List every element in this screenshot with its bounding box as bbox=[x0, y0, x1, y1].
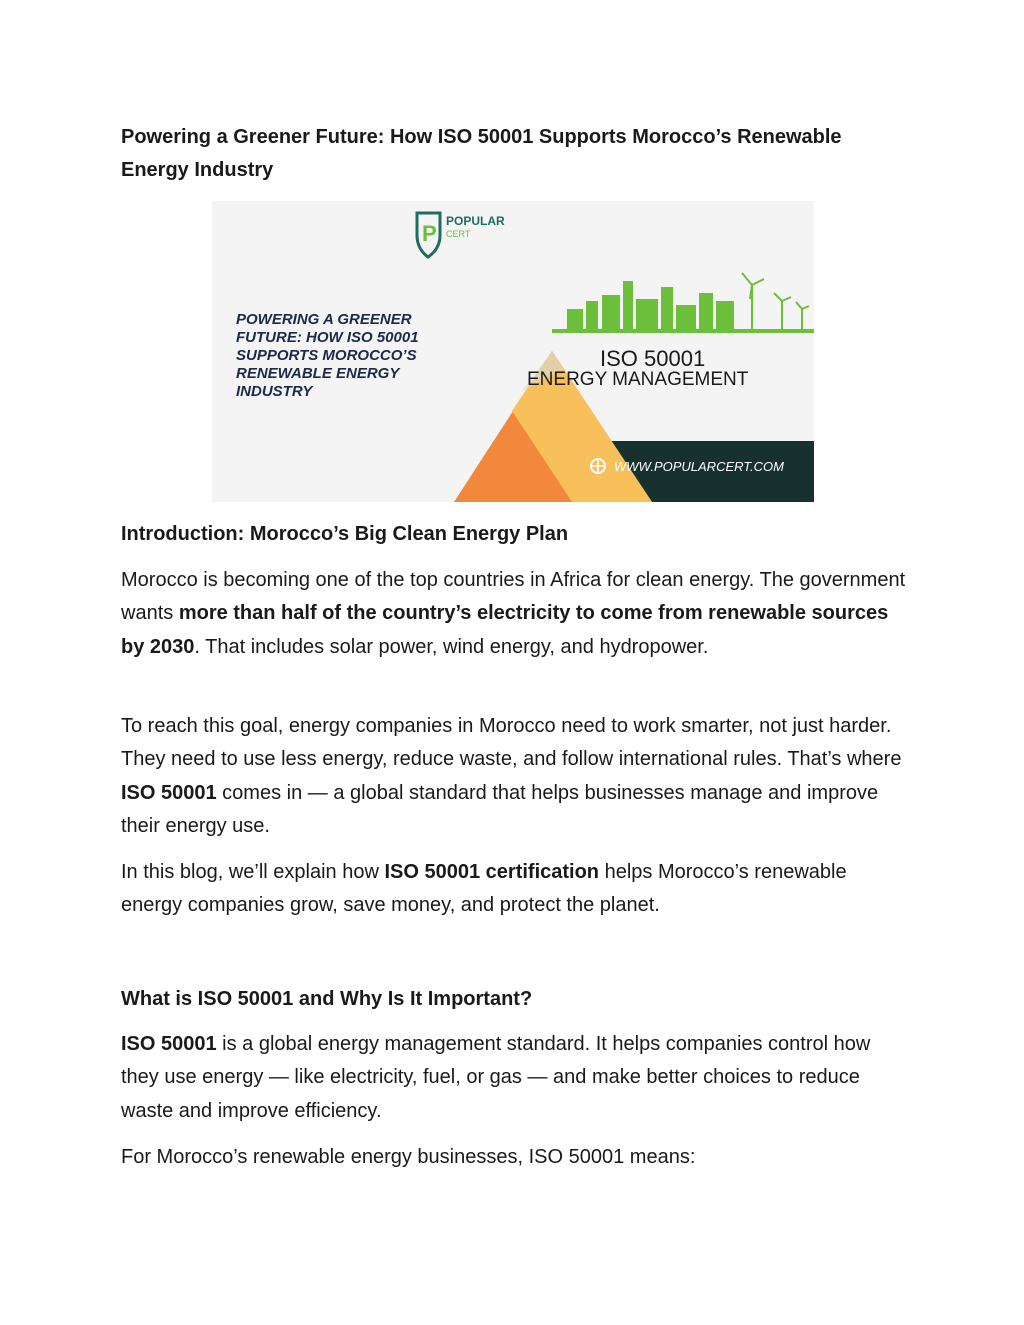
logo-line1: POPULAR bbox=[446, 214, 505, 228]
what-paragraph-2: For Morocco’s renewable energy businesses, ISO 50001 means: bbox=[121, 1146, 696, 1168]
banner-standard-subtitle: ENERGY MANAGEMENT bbox=[527, 369, 749, 390]
headline-line: FUTURE: HOW ISO 50001 bbox=[236, 329, 419, 346]
intro-paragraph-2: To reach this goal, energy companies in Morocco need to work smarter, not just harder. They need to use less energy, reduce waste, and follow international rules. That’s where ISO 50001 comes in — a global standard that helps businesses manage and improve their energy use. bbox=[121, 715, 902, 837]
banner-website: WWW.POPULARCERT.COM bbox=[614, 459, 784, 474]
section-heading-intro: Introduction: Morocco’s Big Clean Energy Plan bbox=[121, 523, 569, 545]
hero-banner-image bbox=[212, 201, 814, 502]
wind-turbines bbox=[742, 273, 809, 329]
globe-icon bbox=[591, 459, 605, 473]
logo-line2: CERT bbox=[446, 229, 471, 239]
intro-paragraph-3: In this blog, we’ll explain how ISO 50001 certification helps Morocco’s renewable energy companies grow, save money, and protect the planet. bbox=[121, 861, 847, 917]
banner-headline bbox=[236, 311, 419, 400]
green-city-skyline bbox=[552, 281, 814, 333]
headline-line: SUPPORTS MOROCCO’S bbox=[236, 347, 417, 364]
headline-line: POWERING A GREENER bbox=[236, 311, 412, 328]
logo-p-glyph: P bbox=[422, 221, 437, 246]
popular-cert-logo bbox=[417, 213, 505, 257]
intro-paragraph-1: Morocco is becoming one of the top countries in Africa for clean energy. The government wants more than half of the country’s electricity to come from renewable sources by 2030. That includes solar power, wind energy, and hydropower. bbox=[121, 569, 906, 658]
section-heading-what: What is ISO 50001 and Why Is It Important? bbox=[121, 988, 533, 1010]
banner-standard-title: ISO 50001 bbox=[600, 346, 706, 371]
headline-line: INDUSTRY bbox=[236, 383, 313, 400]
headline-line: RENEWABLE ENERGY bbox=[236, 365, 400, 382]
what-paragraph-1: ISO 50001 is a global energy management standard. It helps companies control how they use energy — like electricity, fuel, or gas — and make better choices to reduce waste and improve efficiency. bbox=[121, 1033, 871, 1122]
hero-banner-graphic bbox=[212, 201, 814, 502]
document-title: Powering a Greener Future: How ISO 50001 Supports Morocco’s Renewable Energy Industry bbox=[121, 126, 842, 181]
